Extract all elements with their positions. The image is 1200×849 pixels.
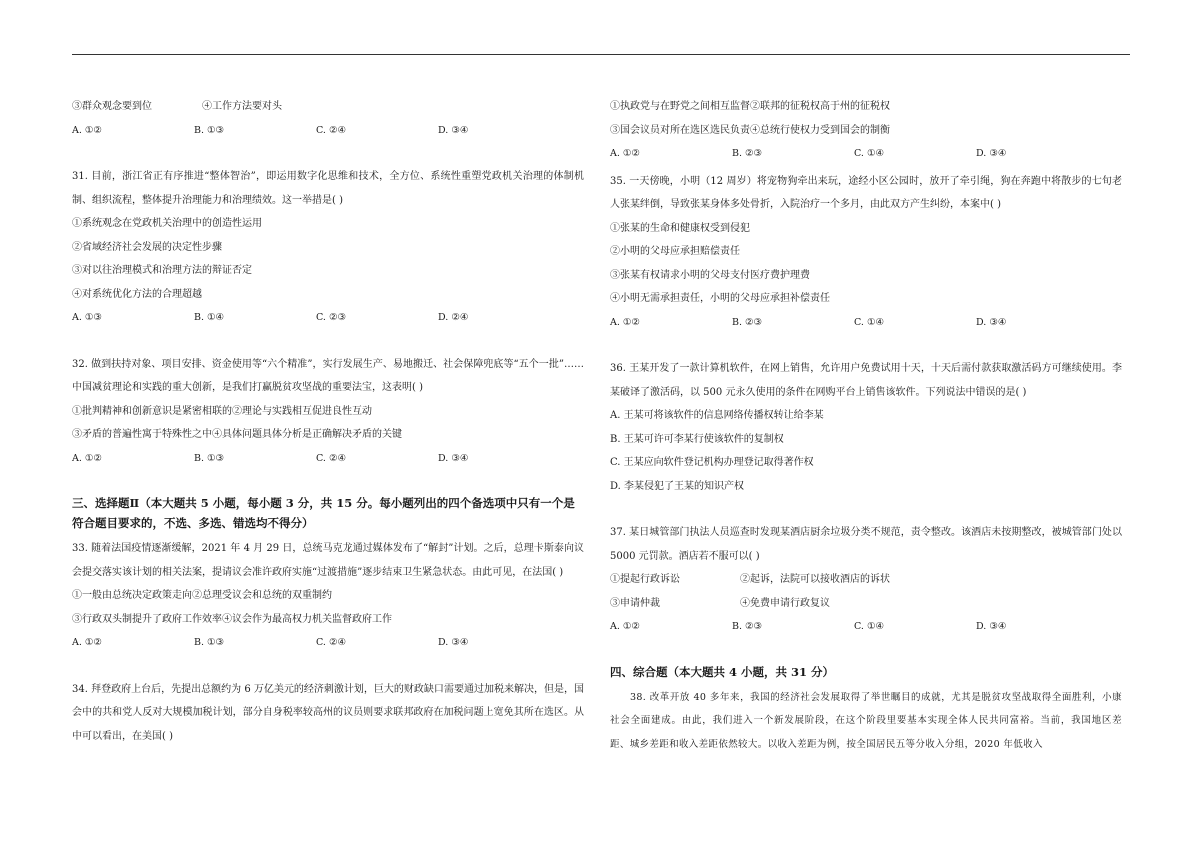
option-b: B. ①④ bbox=[194, 312, 225, 323]
item: ③国会议员对所在选区选民负责④总统行使权力受到国会的制衡 bbox=[610, 124, 890, 136]
right-column bbox=[610, 95, 1122, 779]
item: ③对以往治理模式和治理方法的辩证否定 bbox=[72, 265, 252, 276]
item-pair bbox=[72, 95, 584, 119]
item: ③群众观念要到位 bbox=[72, 101, 152, 112]
question-stem: 32. 做到扶持对象、项目安排、资金使用等“六个精准”，实行发展生产、易地搬迁、社会保障兜底等“五个一批”……中国减贫理论和实践的重大创新，是我们打赢脱贫攻坚战的重要法宝，这表明( ) bbox=[72, 358, 584, 393]
option-a: A. ①② bbox=[610, 148, 640, 159]
option-b: B. ②③ bbox=[732, 316, 763, 328]
question-37 bbox=[610, 521, 1122, 639]
item: ②起诉，法院可以接收酒店的诉状 bbox=[740, 574, 890, 585]
question-30-tail bbox=[72, 95, 584, 142]
option-b: B. ①③ bbox=[194, 637, 225, 648]
option-d: D. ③④ bbox=[438, 637, 469, 648]
item-pair bbox=[610, 592, 1122, 616]
option-b: B. ②③ bbox=[732, 621, 763, 632]
option-c: C. ②③ bbox=[316, 312, 347, 323]
question-stem: 35. 一天傍晚，小明（12 周岁）将宠物狗牵出来玩，途经小区公园时，放开了牵引绳，狗在奔跑中将散步的七旬老人张某绊倒，导致张某身体多处骨折，入院治疗一个多月，由此双方产生纠纷，本案中( ) bbox=[610, 175, 1122, 210]
item: ④对系统优化方法的合理超越 bbox=[72, 288, 202, 300]
option-a: A. ①② bbox=[72, 124, 102, 136]
option-b: B. ①③ bbox=[194, 452, 225, 464]
question-31 bbox=[72, 165, 584, 330]
option-c: C. ①④ bbox=[854, 316, 885, 328]
question-38 bbox=[610, 686, 1122, 757]
options bbox=[72, 447, 584, 471]
item: ③申请仲裁 bbox=[610, 597, 660, 609]
option-a: A. 王某可将该软件的信息网络传播权转让给李某 bbox=[610, 410, 824, 421]
question-stem: 34. 拜登政府上台后，先提出总额约为 6 万亿美元的经济刺激计划，巨大的财政缺口需要通过加税来解决，但是，国会中的共和党人反对大规模加税计划，部分自身税率较高州的议员则要求联邦政府在加税问题上宽免其所在选区。从中可以看出，在美国( ) bbox=[72, 683, 584, 742]
option-d: D. ②④ bbox=[438, 312, 469, 323]
section-3-heading: 三、选择题Ⅱ（本大题共 5 小题，每小题 3 分，共 15 分。每小题列出的四个备选项中只有一个是符合题目要求的，不选、多选、错选均不得分） bbox=[72, 496, 575, 530]
option-d: D. ③④ bbox=[976, 148, 1007, 159]
question-36 bbox=[610, 357, 1122, 498]
options bbox=[72, 306, 584, 330]
option-d: D. ③④ bbox=[976, 316, 1007, 328]
item: ③张某有权请求小明的父母支付医疗费护理费 bbox=[610, 269, 810, 281]
option-a: A. ①② bbox=[72, 637, 102, 648]
question-stem: 31. 目前，浙江省正有序推进“整体智治”，即运用数字化思维和技术，全方位、系统性重塑党政机关治理的体制机制、组织流程，整体提升治理能力和治理绩效。这一举措是( ) bbox=[72, 171, 584, 206]
section-4-heading: 四、综合题（本大题共 4 小题，共 31 分） bbox=[610, 664, 835, 679]
item: ④工作方法要对头 bbox=[202, 101, 282, 112]
item: ①提起行政诉讼 bbox=[610, 574, 680, 585]
option-b: B. ①③ bbox=[194, 124, 225, 136]
item: ①张某的生命和健康权受到侵犯 bbox=[610, 222, 750, 234]
option-a: A. ①② bbox=[72, 452, 102, 464]
question-32 bbox=[72, 353, 584, 471]
options bbox=[72, 119, 584, 143]
option-c: C. 王某应向软件登记机构办理登记取得著作权 bbox=[610, 457, 814, 468]
option-c: C. ②④ bbox=[316, 637, 347, 648]
item: ③矛盾的普遍性寓于特殊性之中④具体问题具体分析是正确解决矛盾的关键 bbox=[72, 429, 402, 440]
option-a: A. ①③ bbox=[72, 312, 102, 323]
question-stem: 36. 王某开发了一款计算机软件，在网上销售，允许用户免费试用十天，十天后需付款获取激活码方可继续使用。李某破译了激活码，以 500 元永久使用的条件在网购平台上销售该软件。下列说法中错误的是( ) bbox=[610, 363, 1122, 398]
question-stem: 38. 改革开放 40 多年来，我国的经济社会发展取得了举世瞩目的成就，尤其是脱贫攻坚战取得全面胜利，小康社会全面建成。由此，我们进入一个新发展阶段，在这个阶段里要基本实现全体人民共同富裕。当前，我国地区差距、城乡差距和收入差距依然较大。以收入差距为例，按全国居民五等分收入分组，2020 年低收入 bbox=[610, 691, 1122, 750]
question-stem: 33. 随着法国疫情逐渐缓解，2021 年 4 月 29 日，总统马克龙通过媒体发布了“解封”计划。之后，总理卡斯泰向议会提交落实该计划的相关法案，提请议会准许政府实施“过渡措施”逐步结束卫生紧急状态。由此可见，在法国( ) bbox=[72, 543, 584, 578]
item: ①执政党与在野党之间相互监督②联邦的征税权高于州的征税权 bbox=[610, 101, 890, 112]
options bbox=[610, 142, 1122, 166]
item: ①一般由总统决定政策走向②总理受议会和总统的双重制约 bbox=[72, 590, 332, 601]
option-d: D. ③④ bbox=[976, 621, 1007, 632]
item: ③行政双头制提升了政府工作效率④议会作为最高权力机关监督政府工作 bbox=[72, 613, 392, 625]
option-a: A. ①② bbox=[610, 316, 640, 328]
option-c: C. ②④ bbox=[316, 124, 347, 136]
item: ①系统观念在党政机关治理中的创造性运用 bbox=[72, 218, 262, 229]
question-35 bbox=[610, 170, 1122, 335]
option-c: C. ①④ bbox=[854, 621, 885, 632]
item: ②省域经济社会发展的决定性步骤 bbox=[72, 241, 222, 253]
option-c: C. ①④ bbox=[854, 148, 885, 159]
options bbox=[610, 311, 1122, 335]
option-a: A. ①② bbox=[610, 621, 640, 632]
question-34 bbox=[72, 678, 584, 749]
question-34-tail bbox=[610, 95, 1122, 166]
option-d: D. ③④ bbox=[438, 124, 469, 136]
header-rule bbox=[72, 54, 1130, 55]
option-d: D. 李某侵犯了王某的知识产权 bbox=[610, 480, 745, 492]
item-pair bbox=[610, 568, 1122, 592]
option-b: B. 王某可许可李某行使该软件的复制权 bbox=[610, 433, 784, 445]
item: ④小明无需承担责任，小明的父母应承担补偿责任 bbox=[610, 293, 830, 304]
option-b: B. ②③ bbox=[732, 148, 763, 159]
option-c: C. ②④ bbox=[316, 452, 347, 464]
left-column bbox=[72, 95, 584, 771]
item: ②小明的父母应承担赔偿责任 bbox=[610, 246, 740, 257]
option-d: D. ③④ bbox=[438, 452, 469, 464]
options bbox=[72, 631, 584, 655]
question-stem: 37. 某日城管部门执法人员巡查时发现某酒店厨余垃圾分类不规范，责令整改。该酒店未按期整改，被城管部门处以 5000 元罚款。酒店若不服可以( ) bbox=[610, 527, 1122, 562]
options bbox=[610, 615, 1122, 639]
item: ①批判精神和创新意识是紧密相联的②理论与实践相互促进良性互动 bbox=[72, 405, 372, 417]
item: ④免费申请行政复议 bbox=[740, 597, 830, 609]
question-33 bbox=[72, 537, 584, 655]
